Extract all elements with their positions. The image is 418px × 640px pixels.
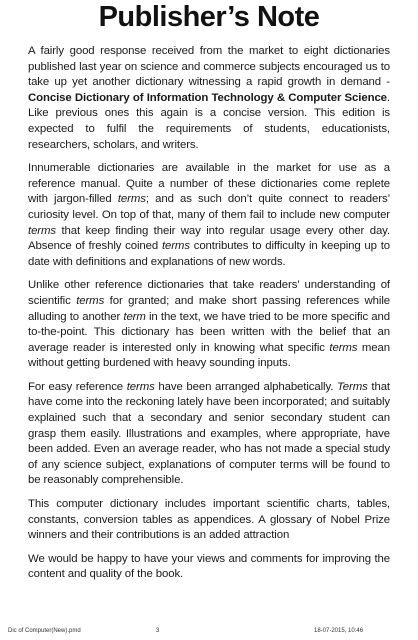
footer-filename: Dic of Computer(New).pmd [8, 628, 81, 634]
text-segment: for granted; and make short passing references while alluding to another [28, 294, 390, 323]
text-segment: mean without getting burdened with heavy sounding inputs. [28, 341, 390, 370]
italic-text-segment: terms [28, 224, 56, 237]
paragraph [28, 380, 390, 489]
paragraph [28, 497, 390, 544]
paragraph [28, 278, 390, 372]
text-segment: We would be happy to have your views and comments for improving the content and quality of the book. [28, 552, 390, 581]
text-segment: contributes to difficulty in keeping up to date with definitions and explanations of new words. [28, 240, 390, 268]
text-segment: A fairly good response received from the market to eight dictionaries published last year on science and commerce subjects encouraged us to take up yet another dictionary witnessing a rapid growth in demand - [28, 45, 390, 89]
italic-text-segment: terms [76, 294, 105, 307]
footer-page-number: 3 [156, 628, 160, 634]
bold-text-segment: Concise Dictionary of Information Technology & Computer Science [28, 91, 387, 104]
text-segment: Unlike other reference dictionaries that take readers’ understanding of scientific [28, 279, 390, 307]
text-segment: . Like previous ones this again is a concise version. This edition is expected to fulfil the requirements of students, educationists, researchers, scholars, and writers. [28, 91, 390, 151]
paragraph [28, 161, 390, 270]
italic-text-segment: terms [117, 193, 146, 206]
text-segment: ; and as such don’t quite connect to readers’ curiosity level. On top of that, many of them fail to include new computer [28, 193, 390, 221]
italic-text-segment: terms [329, 341, 358, 354]
text-segment: that have come into the reckoning lately have been incorporated; and suitably explained such that a secondary and senior secondary student can grasp them easily. Illustrations and examples, where appropriate, have been added. Even an average reader, who has not made a special study of any science subject, explanations of computer terms will be found to be reasonably comprehensible. [28, 380, 390, 487]
text-segment: For easy reference [28, 380, 127, 393]
italic-text-segment: terms [161, 240, 190, 253]
text-segment: This computer dictionary includes important scientific charts, tables, constants, conversion tables as appendices. A glossary of Nobel Prize winners and their contributions is an added attraction [28, 498, 390, 542]
text-segment: have been arranged alphabetically. [154, 380, 337, 393]
body-text [28, 44, 390, 591]
text-segment: Innumerable dictionaries are available in the market for use as a reference manual. Quite a number of these dictionaries come replete with jargon-filled [28, 162, 390, 206]
page-title: Publisher’s Note [98, 1, 320, 33]
text-segment: in the text, we have tried to be more specific and to-the-point. This dictionary has been written with the belief that an average reader is interested only in knowing what specific [28, 310, 390, 354]
text-segment: that keep finding their way into regular usage every other day. Absence of freshly coined [28, 224, 390, 253]
italic-text-segment: term [123, 310, 146, 323]
paragraph [28, 44, 390, 153]
italic-text-segment: terms [126, 380, 155, 393]
italic-text-segment: Terms [336, 380, 368, 393]
paragraph [28, 552, 390, 583]
footer-timestamp: 18-07-2015, 10:46 [314, 628, 364, 634]
page-footer [8, 626, 410, 636]
